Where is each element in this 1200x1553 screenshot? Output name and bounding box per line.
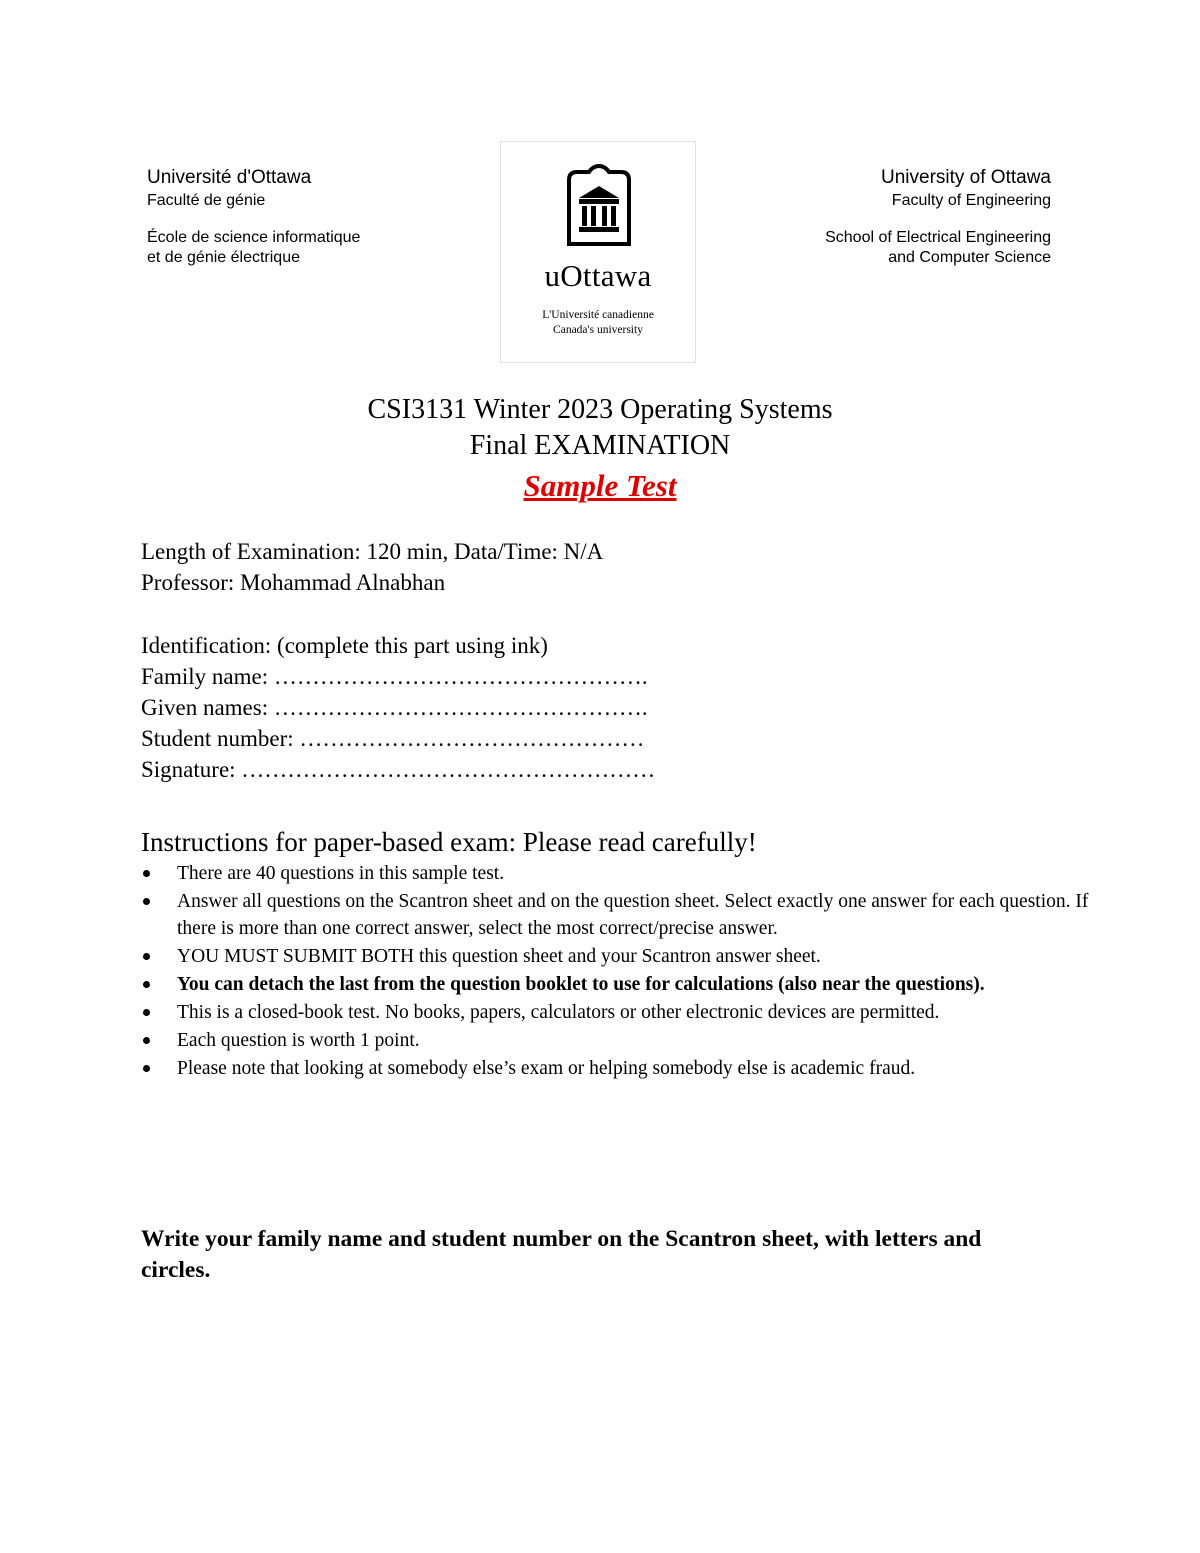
sample-test-label: Sample Test bbox=[523, 468, 677, 503]
list-item: YOU MUST SUBMIT BOTH this question sheet and your Scantron answer sheet. bbox=[141, 943, 1091, 970]
header-french-block bbox=[147, 168, 360, 266]
university-name-fr: Université d'Ottawa bbox=[147, 167, 312, 188]
instructions-heading: Instructions for paper-based exam: Please read carefully! bbox=[141, 827, 757, 857]
university-name-en: University of Ottawa bbox=[881, 167, 1051, 188]
instructions-list bbox=[141, 860, 1091, 1083]
exam-info bbox=[141, 536, 603, 598]
school-name-en-line1: School of Electrical Engineering bbox=[825, 229, 1051, 246]
uottawa-logo bbox=[500, 141, 696, 363]
bullet-icon bbox=[143, 1009, 150, 1016]
exam-length: Length of Examination: 120 min, Data/Time: N/A bbox=[141, 539, 604, 564]
bullet-icon bbox=[143, 1037, 150, 1044]
list-item: You can detach the last from the question booklet to use for calculations (also near the questions). bbox=[141, 971, 1091, 998]
exam-title-block bbox=[0, 392, 1200, 506]
logo-tagline-fr: L'Université canadienne bbox=[542, 309, 654, 321]
bullet-icon bbox=[143, 953, 150, 960]
faculty-name-fr: Faculté de génie bbox=[147, 192, 266, 209]
logo-wordmark: uOttawa bbox=[544, 258, 652, 293]
school-name-fr-line1: École de science informatique bbox=[147, 229, 361, 246]
header-english-block bbox=[825, 168, 1051, 266]
signature-field: Signature: ……………………………………………… bbox=[141, 757, 656, 782]
student-number-field: Student number: ……………………………………… bbox=[141, 726, 645, 751]
list-item: There are 40 questions in this sample test. bbox=[141, 860, 1091, 887]
bullet-icon bbox=[143, 1065, 150, 1072]
course-title: CSI3131 Winter 2023 Operating Systems bbox=[367, 394, 833, 425]
school-name-fr-line2: et de génie électrique bbox=[147, 249, 300, 266]
family-name-field: Family name: …………………………………………. bbox=[141, 664, 648, 689]
list-item: Answer all questions on the Scantron sheet and on the question sheet. Select exactly one answer for each question. If there is more than one correct answer, select the most correct/precise answer. bbox=[141, 888, 1091, 942]
identification-heading: Identification: (complete this part using ink) bbox=[141, 633, 548, 658]
university-building-icon bbox=[565, 164, 633, 246]
scantron-note: Write your family name and student number on the Scantron sheet, with letters and circles. bbox=[141, 1226, 982, 1283]
faculty-name-en: Faculty of Engineering bbox=[891, 192, 1051, 209]
bullet-icon bbox=[143, 981, 150, 988]
logo-tagline-en: Canada's university bbox=[553, 324, 643, 336]
list-item: This is a closed-book test. No books, papers, calculators or other electronic devices are permitted. bbox=[141, 999, 1091, 1026]
bullet-icon bbox=[143, 870, 150, 877]
identification-section bbox=[141, 630, 655, 785]
bullet-icon bbox=[143, 898, 150, 905]
list-item: Each question is worth 1 point. bbox=[141, 1027, 1091, 1054]
given-names-field: Given names: …………………………………………. bbox=[141, 695, 648, 720]
professor-name: Professor: Mohammad Alnabhan bbox=[141, 570, 446, 595]
exam-title: Final EXAMINATION bbox=[469, 430, 731, 461]
school-name-en-line2: and Computer Science bbox=[888, 249, 1051, 266]
list-item: Please note that looking at somebody else’s exam or helping somebody else is academic fraud. bbox=[141, 1055, 1091, 1082]
